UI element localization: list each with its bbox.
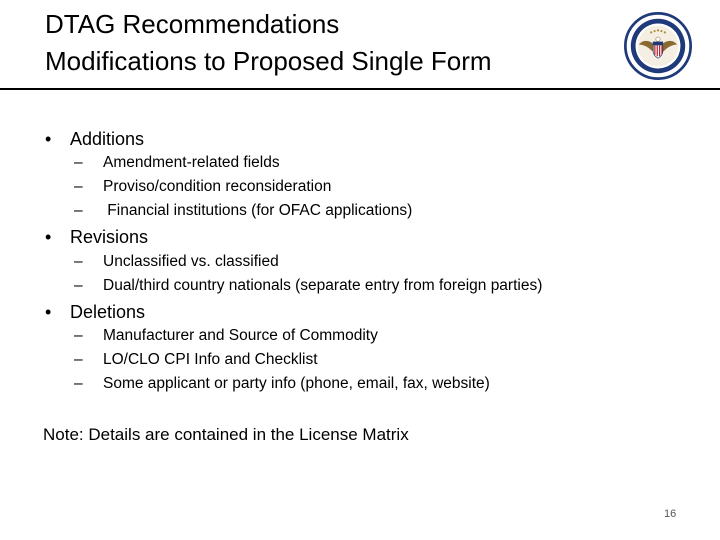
dash-icon: –: [74, 327, 83, 344]
department-of-state-seal-icon: [624, 12, 692, 80]
dash-icon: –: [74, 375, 83, 392]
dash-icon: –: [74, 178, 83, 195]
page-number: 16: [664, 508, 677, 520]
section-heading-additions: [45, 128, 144, 150]
list-item: [74, 276, 542, 296]
title-divider: [0, 88, 720, 90]
dash-icon: –: [74, 202, 83, 219]
dash-icon: –: [74, 154, 83, 171]
section-heading-deletions: [45, 301, 145, 323]
section-heading-revisions: [45, 226, 148, 248]
list-item: [74, 153, 280, 173]
title-line-2: Modifications to Proposed Single Form: [45, 46, 492, 76]
title-line-1: DTAG Recommendations: [45, 9, 340, 39]
section-heading-label: Revisions: [70, 227, 149, 247]
list-item-text: Dual/third country nationals (separate entry from foreign parties): [103, 277, 543, 294]
bullet-icon: •: [45, 129, 52, 149]
slide-title: [45, 6, 492, 80]
dash-icon: –: [74, 277, 83, 294]
section-heading-label: Deletions: [70, 302, 146, 322]
note-text: Note: Details are contained in the License Matrix: [43, 425, 409, 444]
section-heading-label: Additions: [70, 129, 145, 149]
dash-icon: –: [74, 351, 83, 368]
list-item-text: Proviso/condition reconsideration: [103, 178, 332, 195]
dash-icon: –: [74, 253, 83, 270]
list-item: [74, 326, 378, 346]
list-item-text: Amendment-related fields: [103, 154, 280, 171]
list-item: [74, 252, 279, 272]
list-item: [74, 177, 331, 197]
list-item-text: Financial institutions (for OFAC applications): [103, 202, 413, 219]
list-item-text: LO/CLO CPI Info and Checklist: [103, 351, 318, 368]
bullet-icon: •: [45, 227, 52, 247]
list-item: [74, 350, 318, 370]
bullet-icon: •: [45, 302, 52, 322]
list-item-text: Unclassified vs. classified: [103, 253, 279, 270]
list-item: [74, 201, 412, 221]
list-item-text: Manufacturer and Source of Commodity: [103, 327, 378, 344]
list-item-text: Some applicant or party info (phone, email, fax, website): [103, 375, 490, 392]
list-item: [74, 374, 490, 394]
